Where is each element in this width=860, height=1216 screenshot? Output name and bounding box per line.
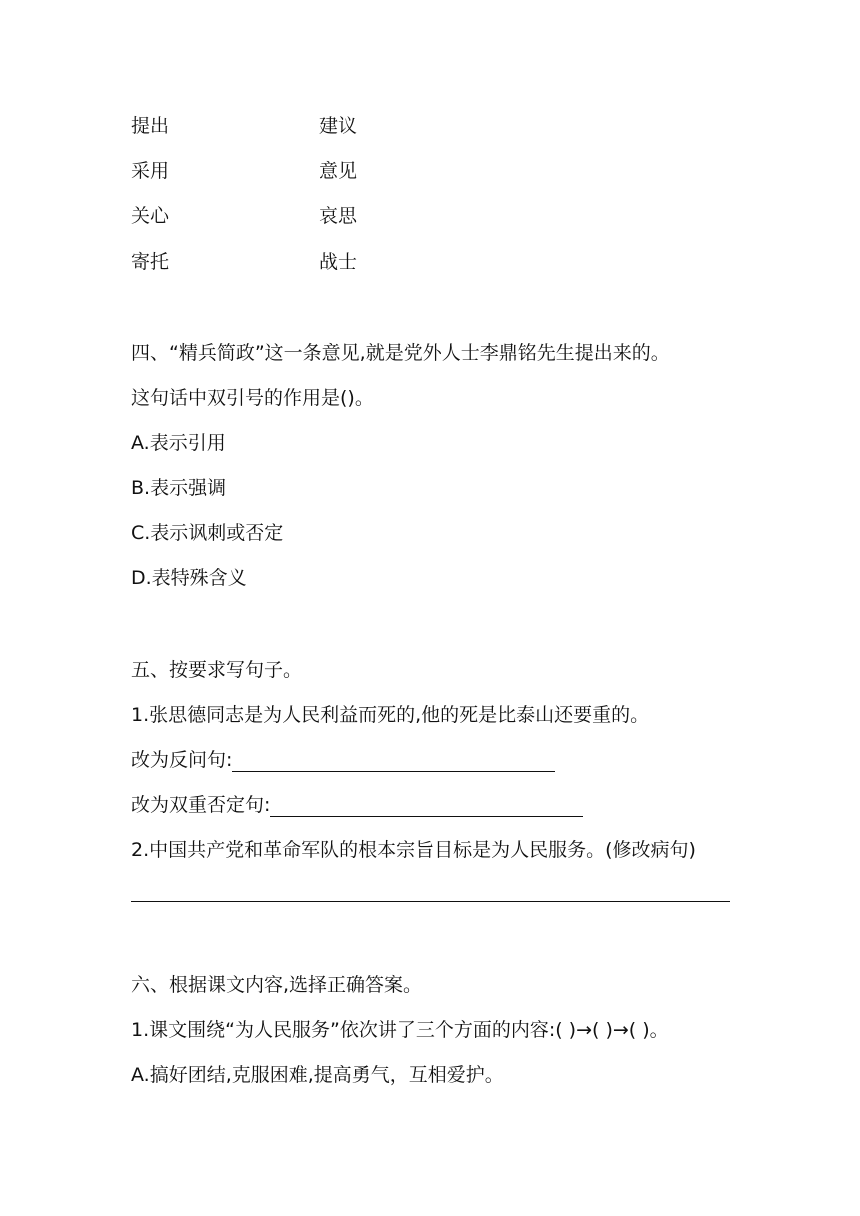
pair-left-word: 提出 <box>131 115 170 137</box>
double-negative-row <box>131 793 583 817</box>
question-four-text: 四、“精兵简政”这一条意见,就是党外人士李鼎铭先生提出来的。 <box>131 342 670 364</box>
option-c: C.表示讽刺或否定 <box>131 522 284 544</box>
pair-left-word: 采用 <box>131 160 170 182</box>
pair-left-word: 关心 <box>131 205 170 227</box>
question-five-item-2: 2.中国共产党和革命军队的根本宗旨目标是为人民服务。(修改病句) <box>131 839 696 861</box>
question-four-prompt: 这句话中双引号的作用是()。 <box>131 387 374 409</box>
pair-right-word: 建议 <box>319 115 358 137</box>
rhetorical-question-label: 改为反问句: <box>131 749 233 771</box>
rhetorical-answer-blank[interactable] <box>232 751 555 772</box>
option-a: A.表示引用 <box>131 432 226 454</box>
option-d: D.表特殊含义 <box>131 567 247 589</box>
question-six-option-a: A.搞好团结,克服困难,提高勇气，互相爱护。 <box>131 1064 504 1086</box>
double-negative-answer-blank[interactable] <box>270 796 583 817</box>
pair-left-word: 寄托 <box>131 251 170 273</box>
double-negative-label: 改为双重否定句: <box>131 794 271 816</box>
pair-right-word: 哀思 <box>319 205 358 227</box>
question-five-item-1: 1.张思德同志是为人民利益而死的,他的死是比泰山还要重的。 <box>131 704 650 726</box>
pair-right-word: 战士 <box>319 251 358 273</box>
question-six-item-1: 1.课文围绕“为人民服务”依次讲了三个方面的内容:( )→( )→( )。 <box>131 1019 669 1041</box>
question-five-heading: 五、按要求写句子。 <box>131 659 303 681</box>
pair-right-word: 意见 <box>319 160 358 182</box>
sentence-correction-answer-line[interactable] <box>131 901 730 902</box>
question-six-heading: 六、根据课文内容,选择正确答案。 <box>131 974 423 996</box>
option-b: B.表示强调 <box>131 477 227 499</box>
rhetorical-question-row <box>131 748 555 772</box>
